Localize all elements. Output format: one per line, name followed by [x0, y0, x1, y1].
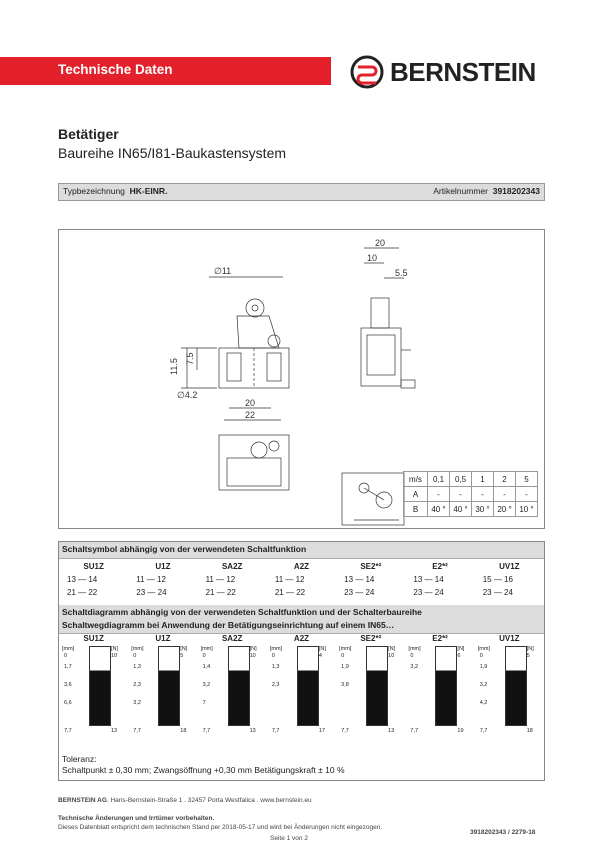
- section-title: Technische Daten: [58, 62, 173, 77]
- contact-pair-bottom: 23 — 24: [413, 588, 444, 597]
- switch-point-mark: 3,6: [64, 682, 72, 688]
- dim-20-front: 20: [245, 398, 256, 408]
- symbol-type-name: E2*²: [432, 562, 448, 571]
- unit-n-label: [N]: [318, 646, 326, 652]
- symbol-column: [336, 560, 405, 604]
- switching-diagram-bar: [297, 646, 319, 726]
- symbol-type-name: A2Z: [293, 562, 310, 571]
- start-value: 0: [410, 653, 414, 659]
- symbol-type-name: SA2Z: [221, 562, 243, 571]
- force-value: 4: [318, 653, 322, 659]
- type-designation: Typbezeichnung HK-EINR.: [63, 186, 168, 196]
- symbol-row: [59, 560, 544, 604]
- dim-7-5: 7.5: [185, 352, 195, 365]
- end-n-value: 17: [318, 728, 325, 734]
- dim-22: 22: [245, 410, 256, 420]
- dim-d11: ∅11: [214, 266, 232, 276]
- contact-pair-top: 13 — 14: [344, 575, 375, 584]
- unit-n-label: [N]: [111, 646, 119, 652]
- symbol-column: [59, 560, 128, 604]
- end-mm-value: 7,7: [410, 728, 419, 734]
- end-n-value: 18: [526, 728, 533, 734]
- type-bar: [58, 183, 545, 201]
- switching-diagram-bar: [228, 646, 250, 726]
- start-value: 0: [271, 653, 275, 659]
- diagram-type-name: SA2Z: [221, 634, 243, 643]
- switch-point-mark: 3,8: [341, 682, 349, 688]
- side-view: [361, 238, 415, 388]
- unit-n-label: [N]: [526, 646, 534, 652]
- product-title: Betätiger: [58, 126, 119, 142]
- diagram-type-name: E2*²: [432, 634, 448, 643]
- unit-mm-label: [mm]: [339, 646, 352, 652]
- dim-11-5: 11.5: [169, 358, 179, 375]
- end-n-value: 19: [457, 728, 464, 734]
- unit-n-label: [N]: [457, 646, 465, 652]
- contact-pair-top: 13 — 14: [67, 575, 98, 584]
- speed-angle-table: [403, 471, 538, 517]
- start-value: 0: [341, 653, 345, 659]
- diagram-type-name: UV1Z: [499, 634, 520, 643]
- contact-pair-top: 11 — 12: [136, 575, 166, 584]
- diagram-type-name: SE2*²: [360, 634, 382, 643]
- diagram-column: [267, 634, 336, 750]
- article-number: Artikelnummer 3918202343: [433, 186, 540, 196]
- switch-point-mark: 2,3: [271, 682, 280, 688]
- switch-function-section: [58, 541, 545, 781]
- switch-point-mark: 3,2: [202, 682, 211, 688]
- force-value: 10: [249, 653, 256, 659]
- dim-10: 10: [367, 253, 378, 263]
- contact-pair-top: 15 — 16: [482, 575, 513, 584]
- unit-mm-label: [mm]: [477, 646, 490, 652]
- switch-point-mark: 3,2: [479, 682, 488, 688]
- diagram-type-name: U1Z: [155, 634, 171, 643]
- contact-pair-bottom: 23 — 24: [344, 588, 375, 597]
- switching-diagram-bar: [366, 646, 388, 726]
- diagram-column: [405, 634, 474, 750]
- product-subtitle: Baureihe IN65/I81-Baukastensystem: [58, 145, 287, 161]
- schaltdiagramm-heading: Schaltdiagramm abhängig von der verwendeten Schaltfunktion und der Schalterbaureihe Schaltwegdiagramm bei Anwendung der Betätigungseinrichtung auf einem IN65…: [59, 605, 544, 634]
- switch-point-mark: 4,2: [479, 700, 488, 706]
- diagram-column: [198, 634, 267, 750]
- unit-n-label: [N]: [249, 646, 257, 652]
- end-mm-value: 7,7: [341, 728, 349, 734]
- end-n-value: 18: [180, 728, 187, 734]
- bernstein-logo-icon: [350, 55, 386, 89]
- switching-diagram-bar: [158, 646, 180, 726]
- unit-n-label: [N]: [180, 646, 188, 652]
- start-value: 0: [202, 653, 206, 659]
- start-value: 0: [479, 653, 483, 659]
- switch-point-mark: 2,3: [133, 682, 141, 688]
- switch-point-mark: 3,2: [410, 664, 419, 670]
- contact-pair-top: 13 — 14: [413, 575, 444, 584]
- switch-point-mark: 1,9: [479, 664, 488, 670]
- start-value: 0: [64, 653, 68, 659]
- contact-pair-bottom: 21 — 22: [205, 588, 236, 597]
- symbol-column: [405, 560, 474, 604]
- table-row: A - - - - -: [404, 487, 538, 502]
- end-n-value: 13: [388, 728, 395, 734]
- unit-n-label: [N]: [388, 646, 396, 652]
- table-row: m/s 0,1 0,5 1 2 5: [404, 472, 538, 487]
- end-n-value: 13: [111, 728, 118, 734]
- contact-pair-bottom: 23 — 24: [136, 588, 167, 597]
- diagram-type-name: SU1Z: [83, 634, 104, 643]
- front-view: [169, 266, 289, 490]
- switching-diagram-bar: [89, 646, 111, 726]
- end-mm-value: 7,7: [479, 728, 488, 734]
- symbol-column: [475, 560, 544, 604]
- footer-company: BERNSTEIN AG. Hans-Bernstein-Straße 1 . 32457 Porta Westfalica . www.bernstein.eu: [58, 797, 312, 804]
- dim-d4-2: ∅4.2: [177, 390, 198, 400]
- contact-pair-bottom: 21 — 22: [274, 588, 306, 597]
- symbol-column: [128, 560, 197, 604]
- switch-point-mark: 6,6: [64, 700, 72, 706]
- diagram-column: [59, 634, 128, 750]
- angle-sketch: [342, 473, 404, 525]
- force-value: 10: [111, 653, 118, 659]
- unit-mm-label: [mm]: [62, 646, 75, 652]
- unit-mm-label: [mm]: [269, 646, 283, 652]
- symbol-column: [198, 560, 267, 604]
- diagram-column: [475, 634, 544, 750]
- switch-point-mark: 1,4: [202, 664, 211, 670]
- switch-point-mark: 1,3: [133, 664, 141, 670]
- switch-point-mark: 1,9: [341, 664, 349, 670]
- switching-diagram-bar: [435, 646, 457, 726]
- symbol-type-name: U1Z: [155, 562, 171, 571]
- switch-point-mark: 1,3: [271, 664, 280, 670]
- end-mm-value: 7,7: [133, 728, 141, 734]
- force-value: 10: [388, 653, 395, 659]
- tolerance-label: Toleranz:: [62, 754, 97, 764]
- dim-5-5: 5.5: [395, 268, 408, 278]
- dim-20-side: 20: [375, 238, 386, 248]
- switch-point-mark: 3,2: [133, 700, 141, 706]
- symbol-type-name: SE2*²: [360, 562, 382, 571]
- symbol-column: [267, 560, 336, 604]
- tolerance-text: Schaltpunkt ± 0,30 mm; Zwangsöffnung +0,30 mm Betätigungskraft ± 10 %: [62, 765, 345, 775]
- contact-pair-bottom: 21 — 22: [67, 588, 98, 597]
- footer-notice: Technische Änderungen und Irrtümer vorbehalten.: [58, 815, 215, 822]
- force-value: 6: [457, 653, 461, 659]
- footer-stand: Dieses Datenblatt entspricht dem technischen Stand per 2018-05-17 und wird bei Änderungen nicht eingezogen.: [58, 824, 383, 831]
- end-mm-value: 7,7: [271, 728, 280, 734]
- switch-point-mark: 1,7: [64, 664, 72, 670]
- switch-point-mark: 7: [202, 700, 206, 706]
- schaltsymbol-heading: Schaltsymbol abhängig von der verwendeten Schaltfunktion: [59, 542, 544, 559]
- start-value: 0: [133, 653, 137, 659]
- section-title-bar: [0, 57, 331, 85]
- symbol-type-name: UV1Z: [499, 562, 520, 571]
- end-mm-value: 7,7: [202, 728, 211, 734]
- diagram-column: [336, 634, 405, 750]
- unit-mm-label: [mm]: [200, 646, 213, 652]
- end-mm-value: 7,7: [64, 728, 72, 734]
- unit-mm-label: [mm]: [408, 646, 421, 652]
- diagram-type-name: A2Z: [293, 634, 310, 643]
- brand-name: BERNSTEIN: [390, 57, 536, 87]
- contact-pair-top: 11 — 12: [205, 575, 236, 584]
- diagram-row: [59, 634, 544, 750]
- document-number: 3918202343 / 2279-18: [470, 829, 536, 836]
- end-n-value: 13: [249, 728, 256, 734]
- unit-mm-label: [mm]: [131, 646, 144, 652]
- table-row: B 40 ° 40 ° 30 ° 20 ° 10 °: [404, 502, 538, 517]
- page-number: Seite 1 von 2: [270, 835, 308, 842]
- force-value: 5: [526, 653, 530, 659]
- contact-pair-top: 11 — 12: [274, 575, 305, 584]
- contact-pair-bottom: 23 — 24: [482, 588, 513, 597]
- force-value: 5: [180, 653, 184, 659]
- switching-diagram-bar: [505, 646, 527, 726]
- brand-logo: [350, 55, 550, 87]
- symbol-type-name: SU1Z: [83, 562, 104, 571]
- diagram-column: [128, 634, 197, 750]
